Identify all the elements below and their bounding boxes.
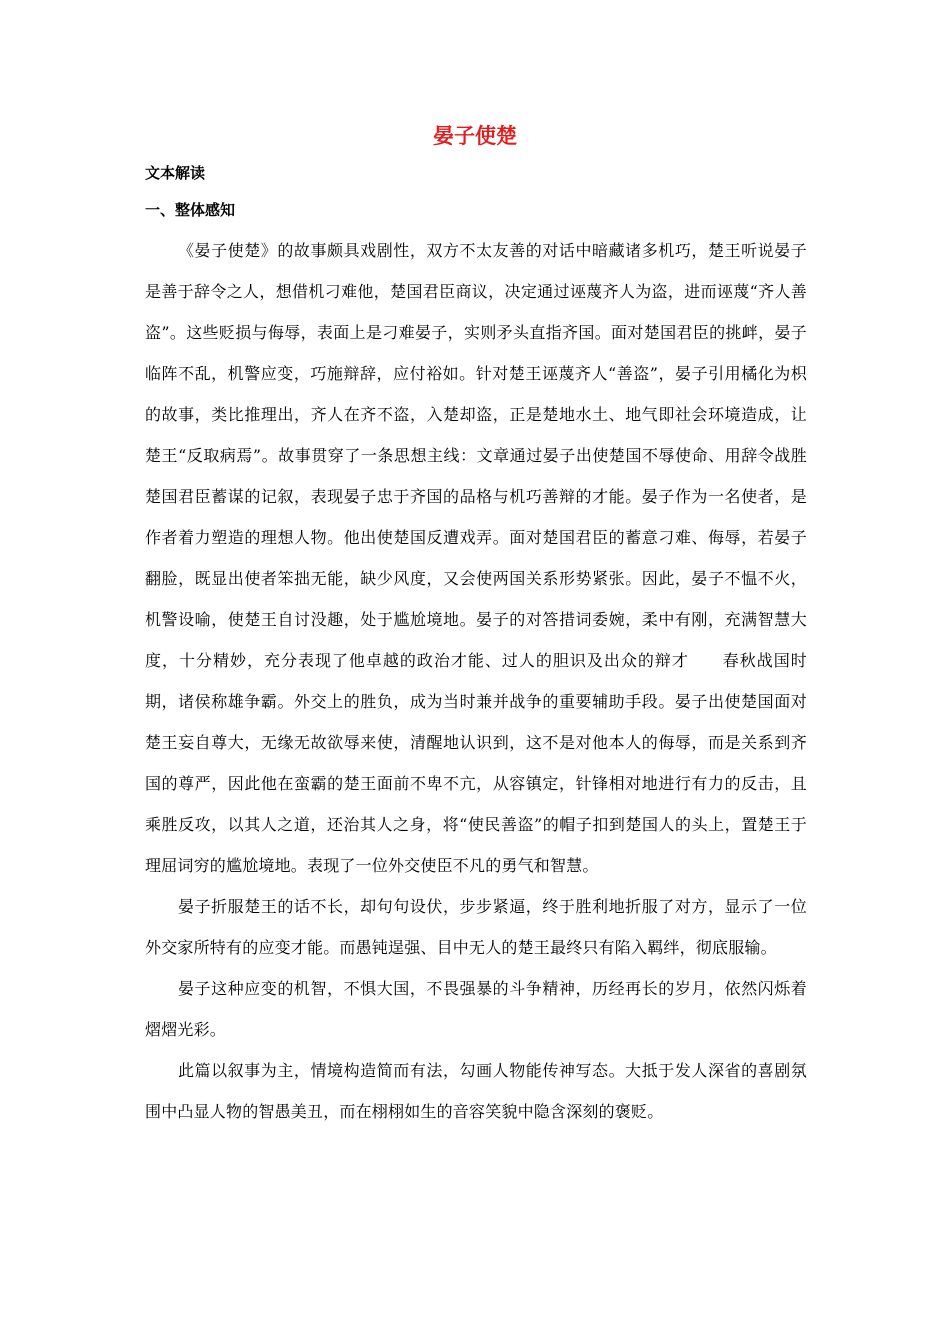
subsection-heading: 一、整体感知 <box>145 201 236 219</box>
paragraph-3: 晏子这种应变的机智，不惧大国，不畏强暴的斗争精神，历经再长的岁月，依然闪烁着熠熠光彩。 <box>145 979 807 1039</box>
document-body <box>145 230 807 1132</box>
paragraph-4: 此篇以叙事为主，情境构造简而有法，勾画人物能传神写态。大抵于发人深省的喜剧氛围中凸显人物的智愚美丑，而在栩栩如生的音容笑貌中隐含深刻的褒贬。 <box>145 1061 807 1121</box>
document-title: 晏子使楚 <box>433 124 517 148</box>
section-heading: 文本解读 <box>145 164 206 182</box>
paragraph-2: 晏子折服楚王的话不长，却句句设伏，步步紧逼，终于胜利地折服了对方，显示了一位外交家所特有的应变才能。而愚钝逞强、目中无人的楚王最终只有陷入羁绊，彻底服输。 <box>145 897 807 957</box>
paragraph-1: 《晏子使楚》的故事颇具戏剧性，双方不太友善的对话中暗藏诸多机巧，楚王听说晏子是善于辞令之人，想借机刁难他，楚国君臣商议，决定通过诬蔑齐人为盗，进而诬蔑“齐人善盗”。这些贬损与侮辱，表面上是刁难晏子，实则矛头直指齐国。面对楚国君臣的挑衅，晏子临阵不乱，机警应变，巧施辩辞，应付裕如。针对楚王诬蔑齐人“善盗”，晏子引用橘化为枳的故事，类比推理出，齐人在齐不盗，入楚却盗，正是楚地水土、地气即社会环境造成，让楚王“反取病焉”。故事贯穿了一条思想主线：文章通过晏子出使楚国不辱使命、用辞令战胜楚国君臣蓄谋的记叙，表现晏子忠于齐国的品格与机巧善辩的才能。晏子作为一名使者，是作者着力塑造的理想人物。他出使楚国反遭戏弄。面对楚国君臣的蓄意刁难、侮辱，若晏子翻脸，既显出使者笨拙无能，缺少风度，又会使两国关系形势紧张。因此，晏子不愠不火，机警设喻，使楚王自讨没趣，处于尴尬境地。晏子的对答措词委婉，柔中有刚，充满智慧大度，十分精妙，充分表现了他卓越的政治才能、过人的胆识及出众的辩才 春秋战国时期，诸侯称雄争霸。外交上的胜负，成为当时兼并战争的重要辅助手段。晏子出使楚国面对楚王妄自尊大，无缘无故欲辱来使，清醒地认识到，这不是对他本人的侮辱，而是关系到齐国的尊严，因此他在蛮霸的楚王面前不卑不亢，从容镇定，针锋相对地进行有力的反击，且乘胜反攻，以其人之道，还治其人之身，将“使民善盗”的帽子扣到楚国人的头上，置楚王于理屈词穷的尴尬境地。表现了一位外交使臣不凡的勇气和智慧。 <box>145 241 807 875</box>
